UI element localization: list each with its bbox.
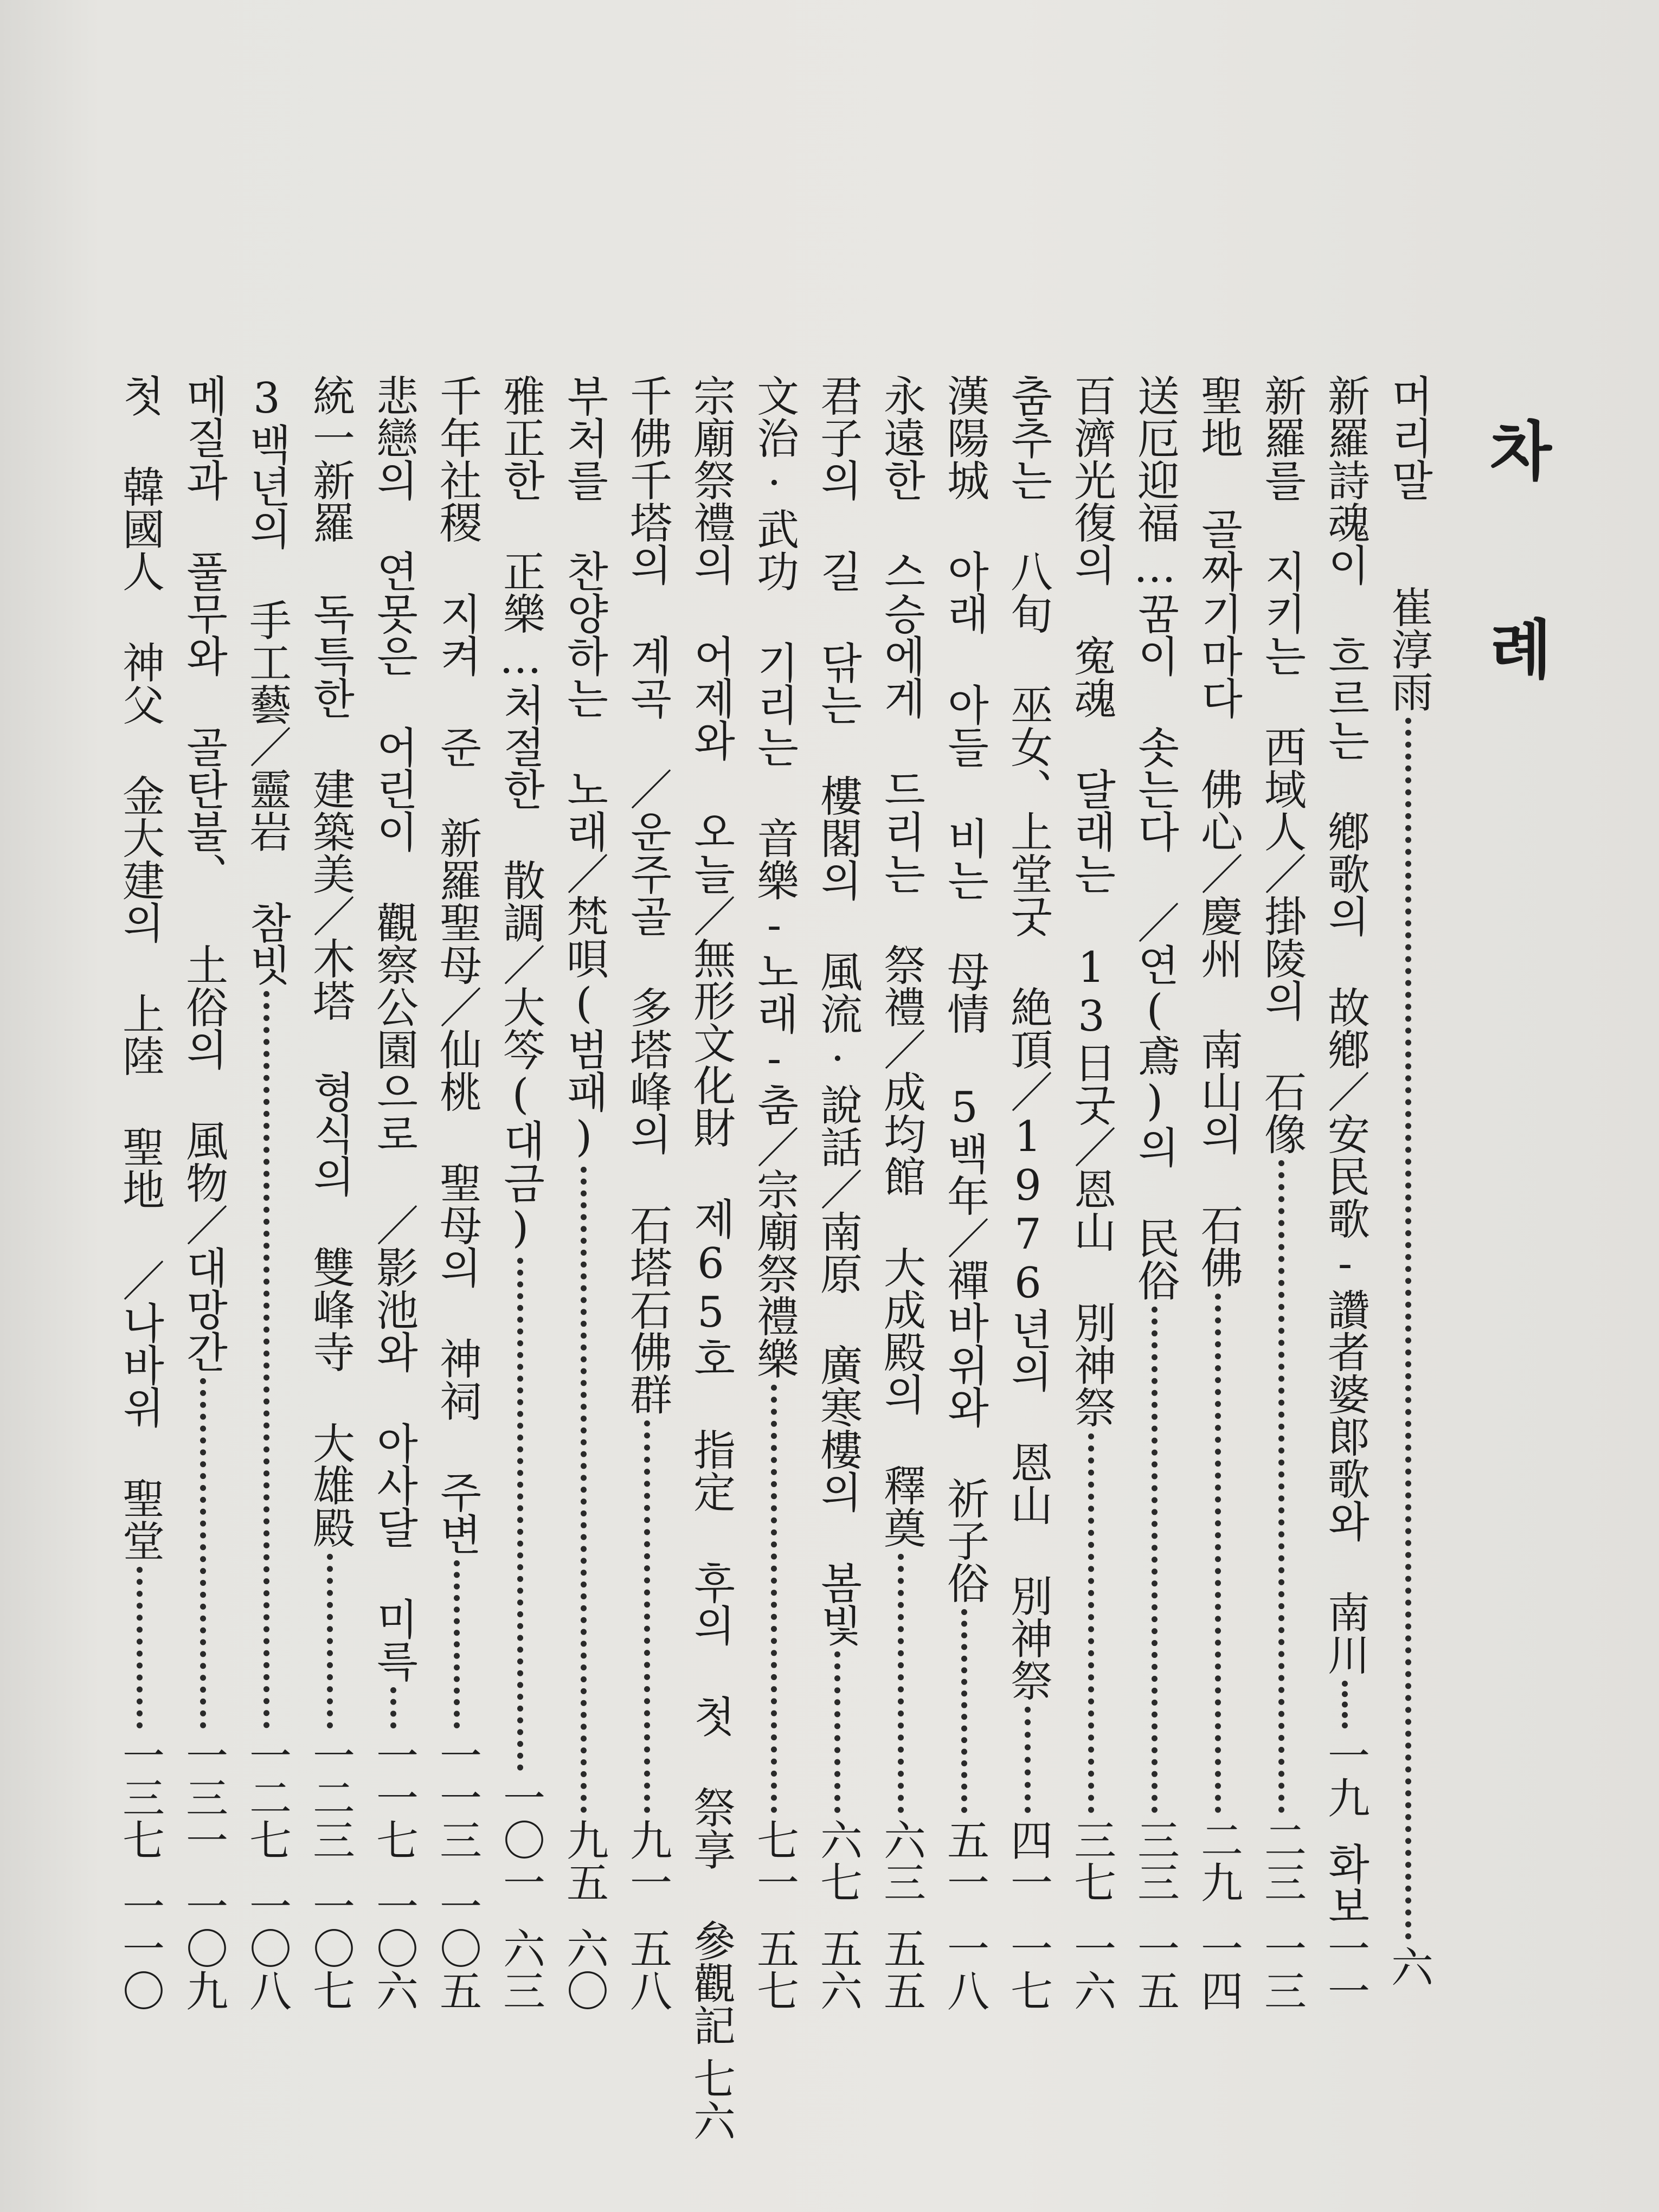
entry-page: 六三 (877, 1818, 925, 1903)
leader-dots (1025, 1707, 1031, 1813)
plate-page: 一〇八 (242, 1885, 291, 2011)
toc-entry (937, 374, 992, 2011)
plate-page: 一六 (1067, 1927, 1116, 2011)
plate-page: 一三 (1257, 1927, 1306, 2011)
plate-page: 一〇五 (433, 1885, 481, 2011)
toc-entry (1318, 374, 1372, 2011)
toc-entry (1381, 374, 1436, 2011)
plate-page: 一〇七 (306, 1885, 355, 2011)
toc-entry (874, 374, 928, 2011)
entry-text: 送厄迎福…꿈이 솟는다 ／연(鳶)의 民俗 (1130, 374, 1179, 1301)
entry-page: 三七 (1067, 1818, 1116, 1903)
plate-page: 五八 (623, 1927, 672, 2011)
entry-text: 머리말 崔淳雨 (1384, 374, 1433, 712)
leader-dots (390, 1687, 396, 1728)
entry-page: 六七 (813, 1818, 862, 1903)
toc-entry (366, 374, 421, 2011)
plate-page: 一〇六 (369, 1885, 418, 2011)
entry-page: 一〇一 (496, 1776, 545, 1903)
entry-page: 二三 (1257, 1818, 1306, 1903)
entry-page: 一三七 (115, 1734, 164, 1861)
entry-page: 四一 (1004, 1818, 1052, 1903)
toc-entry (240, 374, 294, 2011)
leader-dots (834, 1651, 840, 1813)
entry-page: 三三 (1130, 1818, 1179, 1903)
toc-entry (684, 374, 738, 2142)
entry-text: 漢陽城 아래 아들 비는 母情 5백年／禪바위와 祈子俗 (940, 374, 989, 1604)
entry-page: 一一三 (433, 1734, 481, 1861)
entry-text: 부처를 찬양하는 노래／梵唄(범패) (560, 374, 608, 1161)
entry-text: 3백년의 手工藝／靈岩 참빗 (242, 374, 291, 986)
leader-dots (137, 1567, 143, 1728)
entry-page: 一三一 (179, 1734, 228, 1861)
leader-dots (644, 1420, 650, 1813)
leader-dots (1088, 1433, 1094, 1813)
plate-page: 화보一一 (1321, 1842, 1369, 2011)
plate-page: 五五 (877, 1927, 925, 2011)
entry-text: 統一新羅 독특한 建築美／木塔 형식의 雙峰寺 大雄殿 (306, 374, 355, 1548)
entry-page: 五一 (940, 1818, 989, 1903)
leader-dots (454, 1560, 460, 1728)
entry-text: 文治·武功 기리는 音樂-노래-춤／宗廟祭禮樂 (750, 374, 799, 1379)
leader-dots (1215, 1294, 1221, 1813)
plate-page: 一〇九 (179, 1885, 228, 2011)
entry-page: 一二三 (306, 1734, 355, 1861)
entry-text: 悲戀의 연못은 어린이 觀察公園으로 ／影池와 아사달 미륵 (369, 374, 418, 1682)
entry-page: 一一七 (369, 1734, 418, 1861)
plate-page: 五七 (750, 1927, 799, 2011)
leader-dots (581, 1167, 587, 1813)
leader-dots (961, 1609, 967, 1813)
plate-page: 一五 (1130, 1927, 1179, 2011)
toc-entry (1128, 374, 1182, 2011)
entry-text: 雅正한 正樂…처절한 散調／大笒(대금) (496, 374, 545, 1252)
toc-entry (1001, 374, 1055, 2011)
entry-page: 七一 (750, 1818, 799, 1903)
toc-entry (493, 374, 548, 2011)
entry-text: 千年社稷 지켜 준 新羅聖母／仙桃 聖母의 神祠 주변 (433, 374, 481, 1555)
entry-page: 一九 (1321, 1734, 1369, 1818)
toc-entry (430, 374, 484, 2011)
toc-entry (303, 374, 357, 2011)
entry-page: 七六 (686, 2057, 735, 2142)
entry-text: 聖地 골짜기마다 佛心／慶州 南山의 石佛 (1194, 374, 1243, 1288)
entry-text: 君子의 길 닦는 樓閣의 風流·說話／南原 廣寒樓의 봄빛 (813, 374, 862, 1646)
entry-text: 百濟光復의 寃魂 달래는 13日굿／恩山 別神祭 (1067, 374, 1116, 1428)
entry-text: 춤추는 八旬 巫女、上堂굿 絶頂／1976년의 恩山 別神祭 (1004, 374, 1052, 1701)
toc-entry (811, 374, 865, 2011)
leader-dots (517, 1258, 523, 1771)
leader-dots (263, 991, 269, 1728)
toc-entry (620, 374, 674, 2011)
toc-entry (1255, 374, 1309, 2011)
entry-text: 千佛千塔의 계곡 ／운주골 多塔峰의 石塔石佛群 (623, 374, 672, 1415)
toc-entry (747, 374, 801, 2011)
plate-page: 一一〇 (115, 1885, 164, 2011)
toc-entry (113, 374, 167, 2011)
entry-text: 新羅를 지키는 西域人／掛陵의 石像 (1257, 374, 1306, 1155)
entry-page: 一二七 (242, 1734, 291, 1861)
leader-dots (1342, 1681, 1348, 1728)
entry-page: 二九 (1194, 1818, 1243, 1903)
plate-page: 五六 (813, 1927, 862, 2011)
entry-text: 宗廟祭禮의 어제와 오늘／無形文化財 제65호 指定 후의 첫 祭享 參觀記 (686, 374, 735, 2046)
entry-text: 메질과 풀무와 골탄불、 土俗의 風物／대망간 (179, 374, 228, 1373)
leader-dots (898, 1554, 904, 1813)
leader-dots (200, 1378, 206, 1728)
plate-page: 六三 (496, 1927, 545, 2011)
leader-dots (771, 1385, 777, 1813)
plate-page: 一八 (940, 1927, 989, 2011)
plate-page: 六〇 (560, 1927, 608, 2011)
entry-text: 永遠한 스승에게 드리는 祭禮／成均館 大成殿의 釋奠 (877, 374, 925, 1548)
plate-page: 一七 (1004, 1927, 1052, 2011)
page-title: 차 례 (1478, 417, 1553, 710)
leader-dots (1278, 1160, 1284, 1813)
entry-page: 九一 (623, 1818, 672, 1903)
toc-entry (557, 374, 611, 2011)
entry-page: 六 (1384, 1945, 1433, 1988)
toc-entry (1191, 374, 1245, 2011)
toc-entry (1064, 374, 1118, 2011)
leader-dots (1405, 718, 1411, 1940)
leader-dots (1152, 1307, 1158, 1813)
entry-text: 첫 韓國人 神父 金大建의 上陸 聖地 ／나바위 聖堂 (115, 374, 164, 1561)
toc-entry (176, 374, 230, 2011)
leader-dots (327, 1554, 333, 1728)
plate-page: 一四 (1194, 1927, 1243, 2011)
entry-page: 九五 (560, 1818, 608, 1903)
entry-text: 新羅詩魂이 흐르는 鄕歌의 故鄕／安民歌-讚者婆郞歌와 南川 (1321, 374, 1369, 1675)
